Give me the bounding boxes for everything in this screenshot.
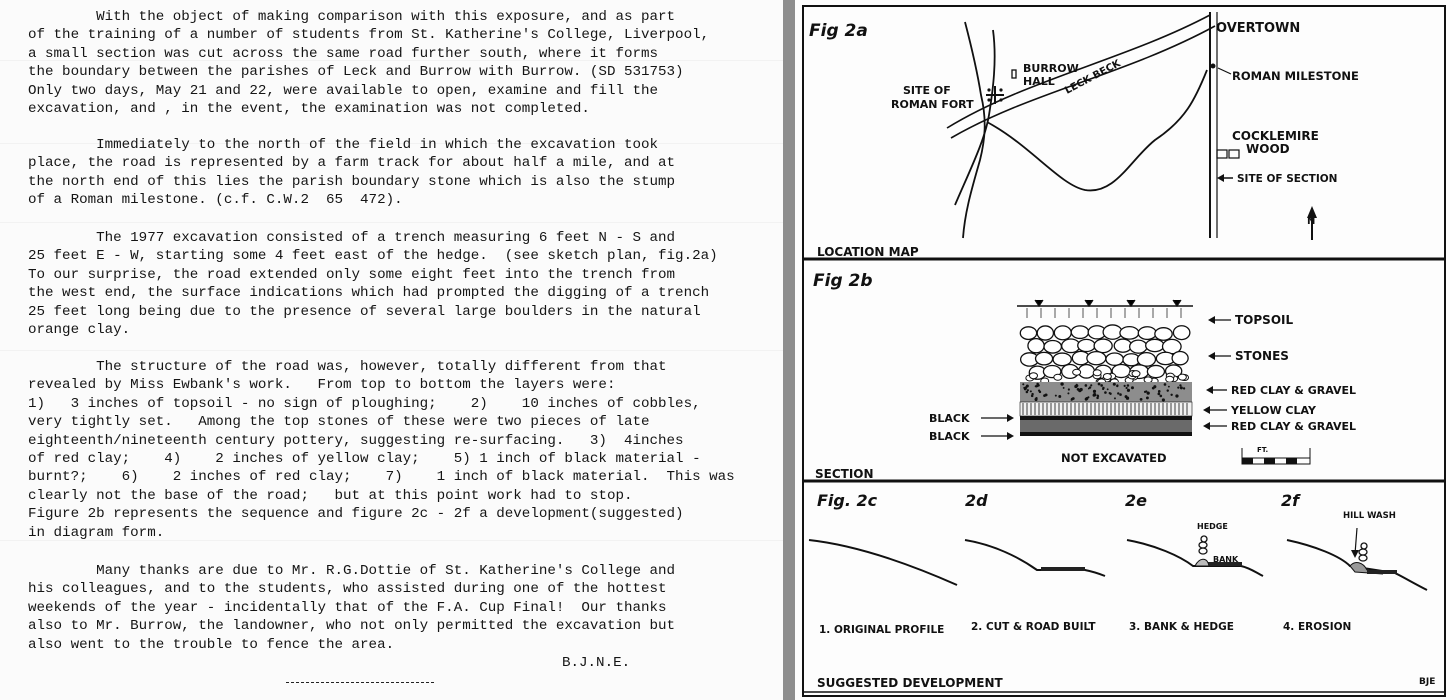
- not-excavated-label: NOT EXCAVATED: [1061, 451, 1167, 465]
- fort-label-line1: SITE OF: [903, 84, 951, 97]
- gravel-dot: [1159, 395, 1162, 398]
- gravel-dot: [1026, 391, 1029, 394]
- gravel-dot: [1124, 385, 1126, 387]
- gravel-dot: [1102, 388, 1104, 390]
- overtown-label: OVERTOWN: [1216, 21, 1301, 36]
- gravel-dot: [1025, 386, 1028, 389]
- cobble-stone: [1053, 353, 1071, 366]
- page-gutter: [783, 0, 795, 700]
- layer-label: YELLOW CLAY: [1231, 404, 1316, 417]
- gravel-dot: [1177, 387, 1179, 389]
- section-site-label: SITE OF SECTION: [1237, 173, 1338, 185]
- gravel-dot: [1039, 391, 1041, 393]
- wood-label-line2: WOOD: [1246, 142, 1290, 156]
- cobble-stone: [1044, 340, 1061, 353]
- figure-sheet: [795, 0, 1450, 700]
- cobble-stone: [1020, 327, 1036, 340]
- cobble-stone: [1037, 326, 1053, 340]
- gravel-dot: [1031, 393, 1033, 395]
- gravel-dot: [1125, 395, 1128, 398]
- hill-wash-label: HILL WASH: [1343, 511, 1396, 521]
- stage-label: 3. BANK & HEDGE: [1129, 621, 1234, 633]
- gravel-dot: [1107, 388, 1109, 390]
- road-line: [987, 70, 1207, 190]
- cobble-stone: [1120, 327, 1139, 339]
- gravel-dot: [1068, 388, 1070, 390]
- gravel-dot: [1157, 392, 1160, 395]
- gravel-dot: [1045, 393, 1048, 396]
- paragraph-excavation: The 1977 excavation consisted of a trench measuring 6 feet N - S and 25 feet E - W, starting some 4 feet east of the hedge. (see sketch plan, fig.2a) To our surprise, the road extended only some eight feet into the trench from the west end, the surface indications which had prompted the digging of a trench 25 feet long being due to the presence of several large boulders in the natural orange clay.: [28, 230, 718, 339]
- gravel-dot: [1097, 394, 1099, 396]
- fort-marker-icon: [986, 86, 1004, 104]
- scale-label: FT.: [1257, 446, 1269, 454]
- gravel-dot: [1098, 383, 1101, 386]
- cobble-stone: [1155, 328, 1172, 341]
- gravel-dot: [1071, 399, 1073, 401]
- paragraph-intro: With the object of making comparison with this exposure, and as part of the training of a number of students from St. Katherine's College, Liverpool, a small section was cut across the same road further south, where it forms the boundary between the parishes of Leck and Burrow with Burrow. (SD 531753) Only two days, May 21 and 22, were available to open, examine and fill the excavation, and , in the event, the examination was not completed.: [28, 9, 710, 118]
- gravel-dot: [1060, 382, 1063, 385]
- gravel-dot: [1076, 385, 1078, 387]
- wood-marker-icon: [1229, 150, 1239, 158]
- gravel-dot: [1116, 385, 1118, 387]
- fig2a-label: Fig 2a: [809, 21, 868, 41]
- layer-label: RED CLAY & GRAVEL: [1231, 420, 1357, 433]
- gravel-dot: [1127, 389, 1130, 392]
- gravel-dot: [1146, 396, 1149, 399]
- black-label: BLACK: [929, 412, 970, 425]
- gravel-dot: [1153, 385, 1156, 388]
- cobble-stone: [1130, 340, 1147, 353]
- topsoil-layer: [1027, 308, 1181, 318]
- gravel-dot: [1117, 392, 1119, 394]
- cobble-stone: [1138, 327, 1156, 340]
- profile-original: [809, 540, 957, 585]
- cobble-stone: [1073, 369, 1081, 375]
- hall-label-line2: HALL: [1023, 75, 1055, 88]
- cobble-stone: [1146, 339, 1164, 351]
- cobble-stone: [1054, 374, 1062, 380]
- gravel-dot: [1093, 394, 1096, 397]
- hedge-label: HEDGE: [1197, 522, 1228, 531]
- gravel-dot: [1140, 398, 1143, 401]
- gravel-dot: [1100, 384, 1103, 387]
- gravel-dot: [1035, 385, 1037, 387]
- cobble-stone: [1078, 339, 1095, 351]
- fig2c-label: Fig. 2c: [817, 491, 878, 510]
- fig2b-section: [813, 271, 1356, 481]
- cobble-stone: [1106, 353, 1123, 365]
- bank-mound: [1195, 559, 1209, 566]
- gravel-dot: [1067, 392, 1069, 394]
- cobble-stone: [1132, 371, 1140, 377]
- cobble-stone: [1173, 326, 1189, 340]
- hedge-icon: [1359, 543, 1367, 561]
- gravel-dot: [1180, 386, 1183, 389]
- black-label: BLACK: [929, 430, 970, 443]
- signature-rule: [286, 682, 434, 683]
- gravel-dot: [1127, 384, 1130, 387]
- gravel-dot: [1104, 391, 1107, 394]
- cobble-stone: [1103, 373, 1111, 379]
- fig2e-label: 2e: [1125, 491, 1147, 510]
- fig2c-development: [809, 491, 1435, 690]
- hedge-icon: [1199, 536, 1207, 554]
- cobble-stone: [1147, 365, 1164, 377]
- gravel-dot: [1030, 390, 1032, 392]
- milestone-marker-icon: [1211, 64, 1216, 69]
- paragraph-structure: The structure of the road was, however, totally different from that revealed by Miss Ewbank's work. From top to bottom the layers were: 1) 3 inches of topsoil - no sign of ploughing; 2) 10 inches of cobbles, very tightly set. Among the top stones of these were two pieces of late eighteenth/nineteenth century pottery, suggesting re-surfacing. 3) 4inches of red clay; 4) 2 inches of yellow clay; 5) 1 inch of black material - burnt?; 6) 2 inches of red clay; 7) 1 inch of black material. This was clearly not the base of the road; but at this point work had to stop. Figure 2b represents the sequence and figure 2c - 2f a development(suggested) in diagram form.: [28, 359, 735, 541]
- layer-label: RED CLAY & GRAVEL: [1231, 384, 1357, 397]
- cobble-stone: [1172, 352, 1188, 365]
- gravel-dot: [1145, 390, 1147, 392]
- black-layer: [1020, 416, 1192, 420]
- profile-bank-hedge: [1127, 540, 1263, 576]
- cobble-stone: [1093, 370, 1101, 376]
- fig2a-location-map: [809, 12, 1359, 259]
- gravel-dot: [1131, 386, 1134, 389]
- road-surface: [1041, 567, 1085, 571]
- layer-label: TOPSOIL: [1235, 313, 1294, 327]
- gravel-dot: [1035, 398, 1038, 401]
- cobble-stone: [1166, 376, 1174, 382]
- paragraph-thanks: Many thanks are due to Mr. R.G.Dottie of St. Katherine's College and his colleagues, and to the students, who assisted during one of the hottest weekends of the year - incidentally that of the F.A. Cup Final! Our thanks also to Mr. Burrow, the landowner, who not only permitted the excavation but also went to the trouble to fence the area.: [28, 563, 676, 653]
- gravel-dot: [1093, 390, 1096, 393]
- gravel-dot: [1168, 386, 1170, 388]
- cobble-stone: [1036, 352, 1053, 365]
- cobble-stone: [1087, 352, 1106, 365]
- layer-label: STONES: [1235, 349, 1289, 363]
- gravel-dot: [1113, 383, 1116, 386]
- gravel-dot: [1158, 390, 1161, 393]
- section-arrow-icon: [1217, 174, 1224, 182]
- fig2b-label: Fig 2b: [813, 271, 873, 291]
- hall-marker-icon: [1012, 70, 1016, 78]
- gravel-dot: [1162, 398, 1165, 401]
- cobble-stone: [1114, 339, 1131, 352]
- stage-label: 2. CUT & ROAD BUILT: [971, 621, 1096, 633]
- signature: B.J.N.E.: [562, 655, 631, 671]
- beck-label: LECK BECK: [1063, 58, 1123, 97]
- gravel-dot: [1114, 397, 1116, 399]
- fig2f-label: 2f: [1281, 491, 1300, 510]
- wood-marker-icon: [1217, 150, 1227, 158]
- gravel-dot: [1063, 387, 1065, 389]
- gravel-dot: [1022, 383, 1024, 385]
- gravel-dot: [1175, 394, 1178, 397]
- gravel-dot: [1077, 388, 1080, 391]
- cobble-stone: [1094, 339, 1112, 353]
- cobble-stone: [1071, 326, 1088, 339]
- gravel-dot: [1079, 388, 1082, 391]
- gravel-dot: [1179, 384, 1181, 386]
- gravel-dot: [1126, 387, 1128, 389]
- fig2b-caption: SECTION: [815, 467, 874, 481]
- gravel-dot: [1090, 384, 1092, 386]
- scale-bar: [1242, 448, 1310, 464]
- gravel-dot: [1164, 383, 1167, 386]
- figure-page: [795, 0, 1450, 700]
- milestone-pointer: [1218, 68, 1231, 74]
- cobble-stone: [1054, 326, 1071, 340]
- gravel-dot: [1183, 387, 1185, 389]
- cobble-stone: [1103, 325, 1122, 339]
- fig2a-caption: LOCATION MAP: [817, 245, 919, 259]
- stones-layer: [1020, 325, 1190, 385]
- north-label: N: [1307, 216, 1316, 227]
- gravel-dot: [1055, 395, 1057, 397]
- gravel-dot: [1167, 389, 1169, 391]
- gravel-dot: [1109, 392, 1111, 394]
- initials: BJE: [1419, 677, 1436, 687]
- cobble-stone: [1029, 373, 1037, 379]
- gravel-dot: [1170, 394, 1172, 396]
- hall-label-line1: BURROW: [1023, 62, 1079, 75]
- gravel-dot: [1085, 397, 1088, 400]
- fig2d-label: 2d: [965, 491, 988, 510]
- gravel-dot: [1037, 385, 1039, 387]
- road-surface: [1367, 570, 1397, 574]
- fort-label-line2: ROMAN FORT: [891, 98, 974, 111]
- cobble-stone: [1137, 353, 1155, 367]
- gravel-dot: [1119, 393, 1122, 396]
- cobble-stone: [1144, 377, 1152, 383]
- gravel-dot: [1085, 384, 1088, 387]
- stage-label: 4. EROSION: [1283, 621, 1352, 633]
- bank-label: BANK: [1213, 555, 1239, 564]
- yellow-clay-layer: [1020, 402, 1192, 416]
- wood-label-line1: COCKLEMIRE: [1232, 129, 1319, 143]
- black-layer: [1020, 432, 1192, 436]
- stage-label: 1. ORIGINAL PROFILE: [819, 624, 945, 636]
- gravel-dot: [1088, 388, 1090, 390]
- milestone-label: ROMAN MILESTONE: [1232, 69, 1359, 83]
- grass-icon: [1035, 300, 1181, 306]
- lower-red-clay-layer: [1020, 420, 1192, 432]
- hill-wash-arrow-icon: [1351, 550, 1359, 558]
- gravel-dot: [1058, 395, 1061, 398]
- paragraph-location: Immediately to the north of the field in which the excavation took place, the road is represented by a farm track for about half a mile, and at the north end of this lies the parish boundary stone which is also the stump of a Roman milestone. (c.f. C.W.2 65 472).: [28, 137, 676, 209]
- cobble-stone: [1028, 339, 1044, 353]
- cobble-stone: [1178, 374, 1186, 380]
- fig2c-caption: SUGGESTED DEVELOPMENT: [817, 676, 1003, 690]
